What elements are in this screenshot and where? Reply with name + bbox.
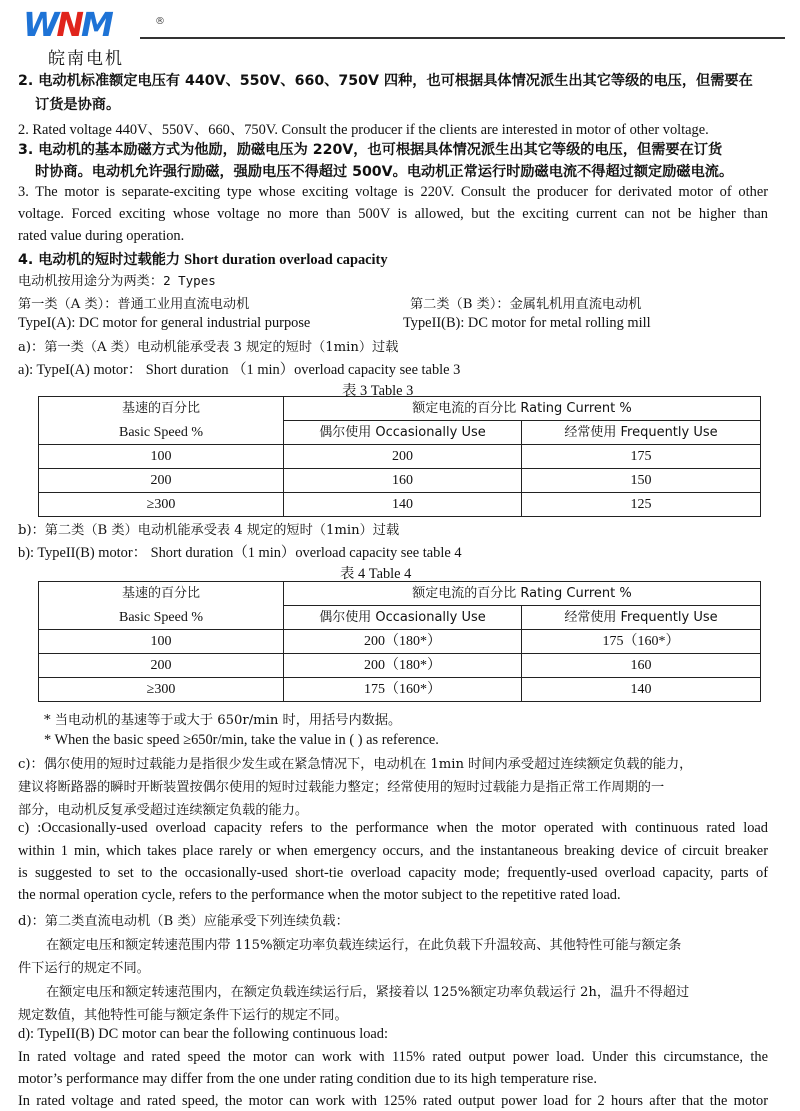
type2-en: TypeII(B): DC motor for metal rolling mill (403, 315, 651, 331)
company-logo (23, 5, 165, 69)
section-4-title-en: Short duration overload capacity (184, 252, 388, 268)
logo-chinese-name: 皖南电机 (48, 49, 124, 69)
types-line (18, 270, 216, 290)
table3-occasional: 160 (284, 469, 522, 493)
item-c-zh-line1: c)：偶尔使用的短时过载能力是指很少发生或在紧急情况下，电动机在 1min 时间内承受超过连续额定负载的能力， (18, 757, 693, 772)
table4-occasional: 200（180*） (284, 630, 522, 654)
table3-frequent: 175 (522, 445, 761, 469)
table-4 (38, 581, 761, 702)
item-c-zh-line2: 建议将断路器的瞬时开断装置按偶尔使用的短时过载能力整定；经常使用的短时过载能力是指正常工作周期的一 (18, 780, 665, 795)
table4-head-occasional: 偶尔使用 Occasionally Use (284, 606, 522, 630)
table-3 (38, 396, 761, 517)
table4-frequent: 175（160*） (522, 630, 761, 654)
table3-caption-text: 表 3 Table 3 (342, 383, 414, 399)
item-b-en: b): TypeII(B) motor： Short duration（1 min）overload capacity see table 4 (18, 545, 462, 561)
table-row (39, 630, 761, 654)
table4-speed: 200 (39, 654, 284, 678)
table-row (39, 678, 761, 702)
table3-speed: 100 (39, 445, 284, 469)
item-d-zh-p1-line2: 件下运行的规定不同。 (18, 961, 150, 976)
table3-speed: ≥300 (39, 493, 284, 517)
table3-occasional: 140 (284, 493, 522, 517)
footnote-en: * When the basic speed ≥650r/min, take the value in ( ) as reference. (44, 732, 439, 748)
table3-header-row-1 (39, 397, 761, 421)
item-c-zh-line3: 部分，电动机反复承受超过连续额定负载的能力。 (18, 803, 309, 818)
footnote-zh: * 当电动机的基速等于或大于 650r/min 时，用括号内数据。 (44, 713, 402, 728)
types-zh: 电动机按用途分为两类： (18, 274, 164, 289)
table3-speed: 200 (39, 469, 284, 493)
section-3-en-line3: rated value during operation. (18, 228, 185, 244)
table-row (39, 469, 761, 493)
table3-head-current: 额定电流的百分比 Rating Current % (284, 397, 761, 421)
table-row (39, 445, 761, 469)
table3-head-speed-zh: 基速的百分比 (39, 397, 284, 421)
table3-head-speed-en: Basic Speed % (39, 421, 284, 445)
table4-caption (340, 562, 411, 583)
section-4-title (18, 249, 388, 269)
item-d-zh-p1-line1: 在额定电压和额定转速范围内带 115%额定功率负载连续运行，在此负载下升温较高、其他特性可能与额定条 (46, 938, 682, 953)
table4-caption-text: 表 4 Table 4 (340, 566, 412, 582)
section-2-zh-line2: 订货是协商。 (35, 97, 121, 113)
item-d-zh-p2-line1: 在额定电压和额定转速范围内，在额定负载连续运行后，紧接着以 125%额定功率负载运行 2h，温升不得超过 (46, 985, 690, 1000)
item-d-en-p1-line2: motor’s performance may differ from the one under rating condition due to its high temperature rise. (18, 1071, 597, 1087)
table4-head-frequent: 经常使用 Frequently Use (522, 606, 761, 630)
types-en: 2 Types (163, 273, 216, 288)
item-a-en: a): TypeI(A) motor： Short duration （1 min）overload capacity see table 3 (18, 362, 461, 378)
item-d-en-p1-line1: In rated voltage and rated speed the motor can work with 115% rated output power load. Under this circumstance, the (18, 1049, 768, 1065)
item-b-zh: b)：第二类（B 类）电动机能承受表 4 规定的短时（1min）过载 (18, 523, 400, 538)
section-3-en-line1: 3. The motor is separate-exciting type whose exciting voltage is 220V. Consult the producer for derivated motor of other (18, 184, 768, 200)
item-d-en-p2-line1: In rated voltage and rated speed, the motor can work with 125% rated output power load for 2 hours after that the motor (18, 1093, 768, 1109)
item-c-en-line4: the normal operation cycle, refers to the performance when the motor subject to the repetitive rated load. (18, 887, 621, 903)
item-c-en-line2: within 1 min, which takes place rarely or when emergency occurs, and the instantaneous breaking device of circuit breaker (18, 843, 768, 859)
type2-zh: 第二类（B 类）：金属轧机用直流电动机 (410, 297, 642, 312)
table-row (39, 493, 761, 517)
item-d-en-title: d): TypeII(B) DC motor can bear the following continuous load: (18, 1026, 389, 1042)
item-d-zh-title: d)：第二类直流电动机（B 类）应能承受下列连续负载： (18, 914, 349, 929)
section-4-title-zh: 4. 电动机的短时过载能力 (18, 252, 181, 268)
table3-head-occasional: 偶尔使用 Occasionally Use (284, 421, 522, 445)
table4-header-row-1 (39, 582, 761, 606)
table4-occasional: 175（160*） (284, 678, 522, 702)
type1-zh: 第一类（A 类）：普通工业用直流电动机 (18, 297, 250, 312)
type1-en: TypeI(A): DC motor for general industrial purpose (18, 315, 311, 331)
header-divider (140, 37, 785, 39)
logo-wordmark: WNM (23, 5, 111, 44)
table4-frequent: 160 (522, 654, 761, 678)
table4-head-speed-zh: 基速的百分比 (39, 582, 284, 606)
table3-header-row-2 (39, 421, 761, 445)
table4-head-speed-en: Basic Speed % (39, 606, 284, 630)
table3-occasional: 200 (284, 445, 522, 469)
table4-header-row-2 (39, 606, 761, 630)
section-3-zh-line1: 3. 电动机的基本励磁方式为他励，励磁电压为 220V，也可根据具体情况派生出其它等级的电压，但需要在订货 (18, 142, 723, 158)
table4-frequent: 140 (522, 678, 761, 702)
table4-head-current: 额定电流的百分比 Rating Current % (284, 582, 761, 606)
table4-speed: ≥300 (39, 678, 284, 702)
table3-frequent: 150 (522, 469, 761, 493)
section-2-en: 2. Rated voltage 440V、550V、660、750V. Consult the producer if the clients are interested in motor of other voltage. (18, 122, 709, 138)
item-d-zh-p2-line2: 规定数值，其他特性可能与额定条件下运行的规定不同。 (18, 1008, 348, 1023)
table4-speed: 100 (39, 630, 284, 654)
table3-frequent: 125 (522, 493, 761, 517)
section-2-zh-line1: 2. 电动机标准额定电压有 440V、550V、660、750V 四种，也可根据具体情况派生出其它等级的电压，但需要在 (18, 73, 753, 89)
item-c-en-line1: c) :Occasionally-used overload capacity refers to the performance when the motor operated with continuous rated load (18, 820, 768, 836)
table-row (39, 654, 761, 678)
table4-occasional: 200（180*） (284, 654, 522, 678)
item-c-en-line3: is suggested to set to the occasionally-used short-tie overload capacity mode; frequently-used overload capacity, parts of (18, 865, 768, 881)
registered-mark: ® (155, 16, 165, 27)
section-3-zh-line2: 时协商。电动机允许强行励磁，强励电压不得超过 500V。电动机正常运行时励磁电流不得超过额定励磁电流。 (35, 164, 734, 180)
section-3-en-line2: voltage. Forced exciting whose voltage no more than 500V is allowed, but the exciting current can not be higher than (18, 206, 768, 222)
table3-head-frequent: 经常使用 Frequently Use (522, 421, 761, 445)
item-a-zh: a)：第一类（A 类）电动机能承受表 3 规定的短时（1min）过载 (18, 340, 399, 355)
